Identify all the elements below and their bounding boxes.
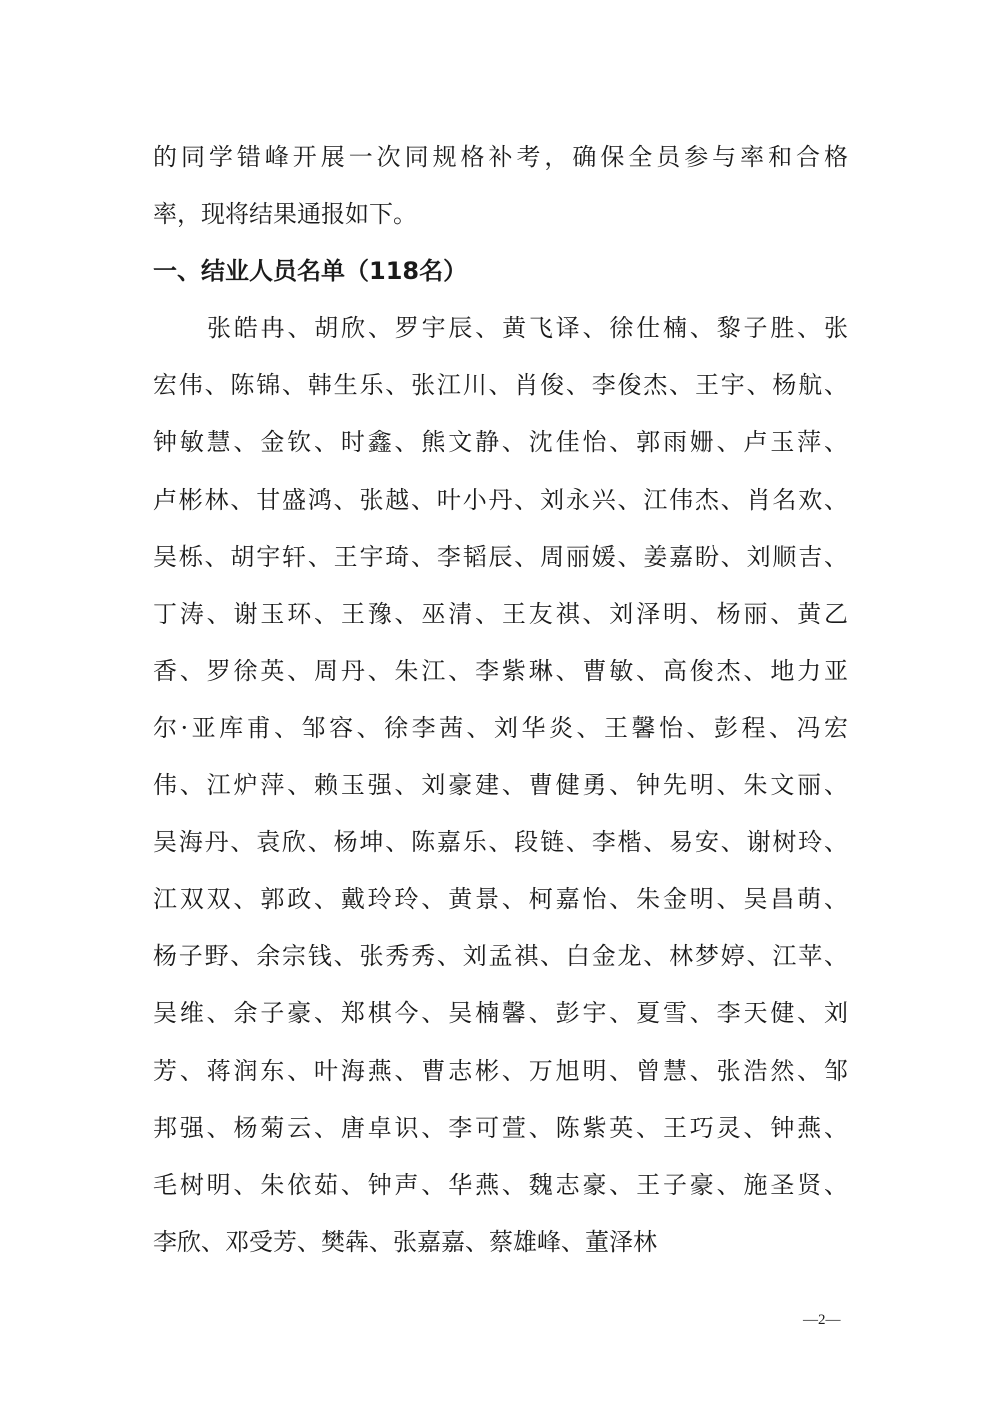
name-list-line: 卢彬林、甘盛鸿、张越、叶小丹、刘永兴、江伟杰、肖名欢、 [153,485,848,514]
name-list-line: 毛树明、朱依茹、钟声、华燕、魏志豪、王子豪、施圣贤、 [153,1170,848,1199]
name-list-line: 钟敏慧、金钦、时鑫、熊文静、沈佳怡、郭雨姗、卢玉萍、 [153,428,848,457]
name-list-line: 吴维、余子豪、郑棋今、吴楠馨、彭宇、夏雪、李天健、刘 [153,999,848,1028]
name-list-line: 江双双、郭政、戴玲玲、黄景、柯嘉怡、朱金明、吴昌萌、 [153,885,848,914]
name-list-line: 伟、江炉萍、赖玉强、刘豪建、曹健勇、钟先明、朱文丽、 [153,771,848,800]
name-list-line: 李欣、邓受芳、樊犇、张嘉嘉、蔡雄峰、董泽林 [153,1227,657,1256]
name-list-line: 吴栎、胡宇轩、王宇琦、李韬辰、周丽媛、姜嘉盼、刘顺吉、 [153,542,848,571]
paragraph-line: 的同学错峰开展一次同规格补考，确保全员参与率和合格 [153,143,848,171]
name-list-line: 尔·亚库甫、邹容、徐李茜、刘华炎、王馨怡、彭程、冯宏 [153,713,848,742]
name-list-line: 丁涛、谢玉环、王豫、巫清、王友祺、刘泽明、杨丽、黄乙 [153,599,848,628]
name-list-line: 芳、蒋润东、叶海燕、曹志彬、万旭明、曾慧、张浩然、邹 [153,1056,848,1085]
paragraph-line: 率，现将结果通报如下。 [153,200,417,229]
name-list-line: 吴海丹、袁欣、杨坤、陈嘉乐、段链、李楷、易安、谢树玲、 [153,828,848,857]
name-list-line: 张皓冉、胡欣、罗宇辰、黄飞译、徐仕楠、黎子胜、张 [207,314,848,343]
name-list [153,300,848,1271]
document-body [153,129,848,1271]
name-list-line: 邦强、杨菊云、唐卓识、李可萱、陈紫英、王巧灵、钟燕、 [153,1113,848,1142]
section-heading: 一、结业人员名单（118名） [153,257,468,286]
page-number: —2— [803,1312,841,1328]
name-list-line: 杨子野、余宗钱、张秀秀、刘孟祺、白金龙、林梦婷、江苹、 [153,942,848,971]
name-list-line: 宏伟、陈锦、韩生乐、张江川、肖俊、李俊杰、王宇、杨航、 [153,371,848,400]
name-list-line: 香、罗徐英、周丹、朱江、李紫琳、曹敏、高俊杰、地力亚 [153,656,848,685]
